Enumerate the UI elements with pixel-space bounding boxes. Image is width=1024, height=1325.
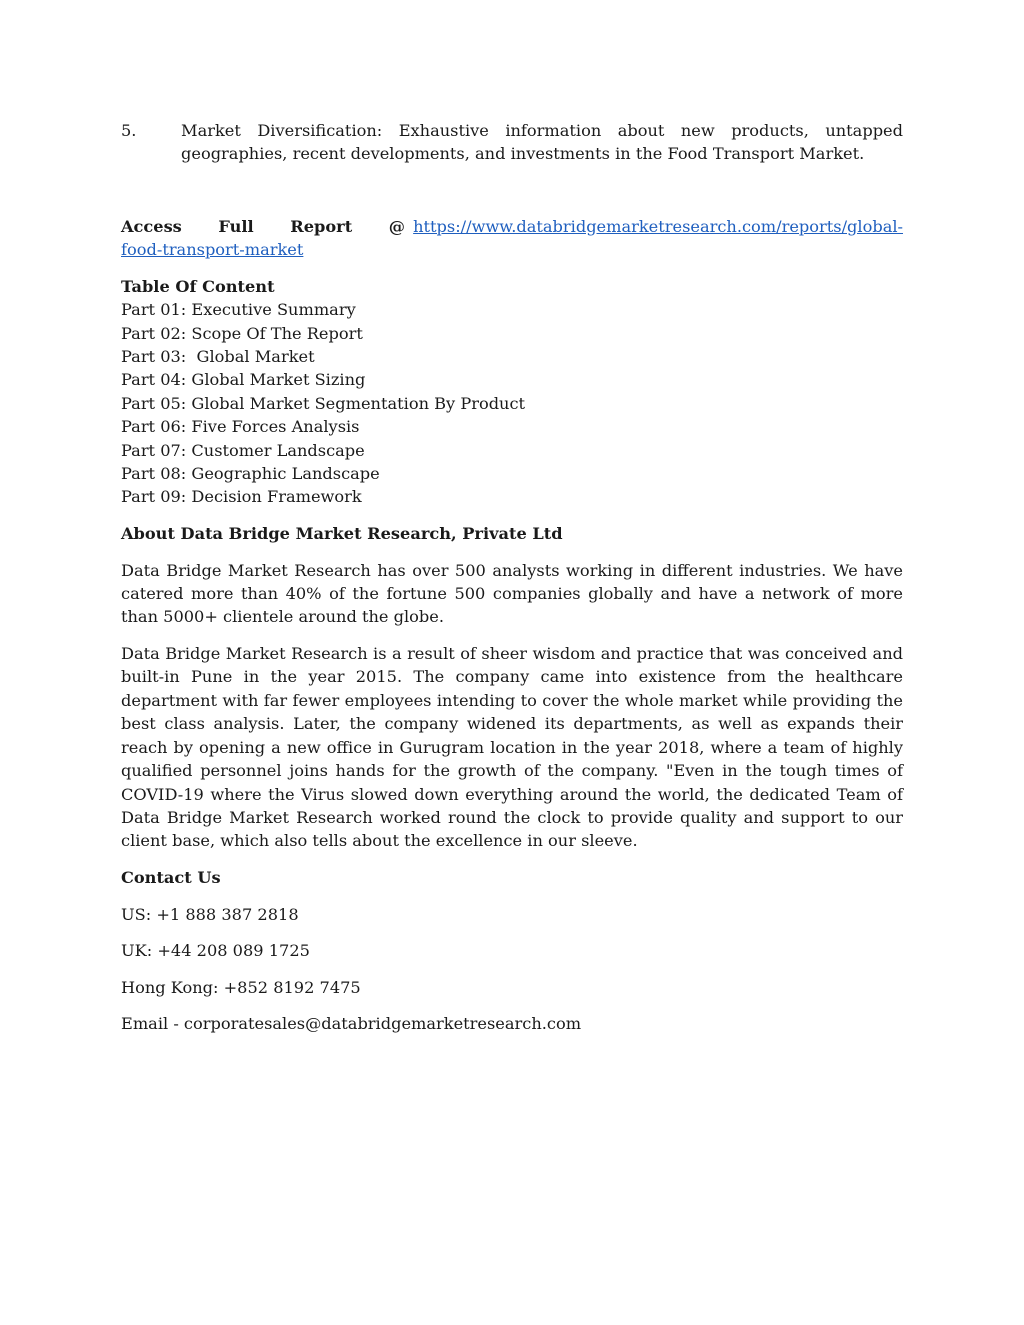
report-link[interactable]: https://www.databridgemarketresearch.com/reports/global-food-transport-market [121,216,903,260]
spacer [121,166,903,215]
contact-hk-phone: Hong Kong: +852 8192 7475 [121,977,361,997]
contact-heading: Contact Us [121,867,221,887]
toc-item: Part 08: Geographic Landscape [121,464,380,484]
list-item-text: Market Diversification: Exhaustive information about new products, untapped geographies, recent developments, and investments in the Food Transport Market. [181,121,903,164]
toc-heading: Table Of Content [121,276,275,296]
toc-item: Part 07: Customer Landscape [121,440,365,460]
toc-item: Part 04: Global Market Sizing [121,370,366,390]
list-number: 5. [121,121,137,140]
document-page [121,119,903,1036]
contact-email: Email - corporatesales@databridgemarketresearch.com [121,1014,582,1034]
about-heading: About Data Bridge Market Research, Private Ltd [121,524,563,544]
contact-us-phone: US: +1 888 387 2818 [121,904,299,924]
toc-list [121,298,903,509]
contact-uk-phone: UK: +44 208 089 1725 [121,941,310,961]
access-label: Access Full Report @ [121,216,405,236]
about-paragraph-1: Data Bridge Market Research has over 500 analysts working in different industries. We have catered more than 40% of the fortune 500 companies globally and have a network of more than 5000+ clientele around the globe. [121,560,903,627]
toc-item: Part 06: Five Forces Analysis [121,417,360,437]
toc-item: Part 01: Executive Summary [121,300,356,320]
toc-item: Part 09: Decision Framework [121,487,362,507]
toc-item: Part 02: Scope Of The Report [121,323,363,343]
about-paragraph-2: Data Bridge Market Research is a result of sheer wisdom and practice that was conceived and built-in Pune in the year 2015. The company came into existence from the healthcare department with far fewer employees intending to cover the whole market while providing the best class analysis. Later, the company widened its departments, as well as expands their reach by opening a new office in Gurugram location in the year 2018, where a team of highly qualified personnel joins hands for the growth of the company. "Even in the tough times of COVID-19 where the Virus slowed down everything around the world, the dedicated Team of Data Bridge Market Research worked round the clock to provide quality and support to our client base, which also tells about the excellence in our sleeve. [121,644,903,851]
list-item-5 [121,119,903,166]
access-full-report [121,215,903,262]
toc-item: Part 03: Global Market [121,347,315,367]
toc-item: Part 05: Global Market Segmentation By Product [121,393,526,413]
